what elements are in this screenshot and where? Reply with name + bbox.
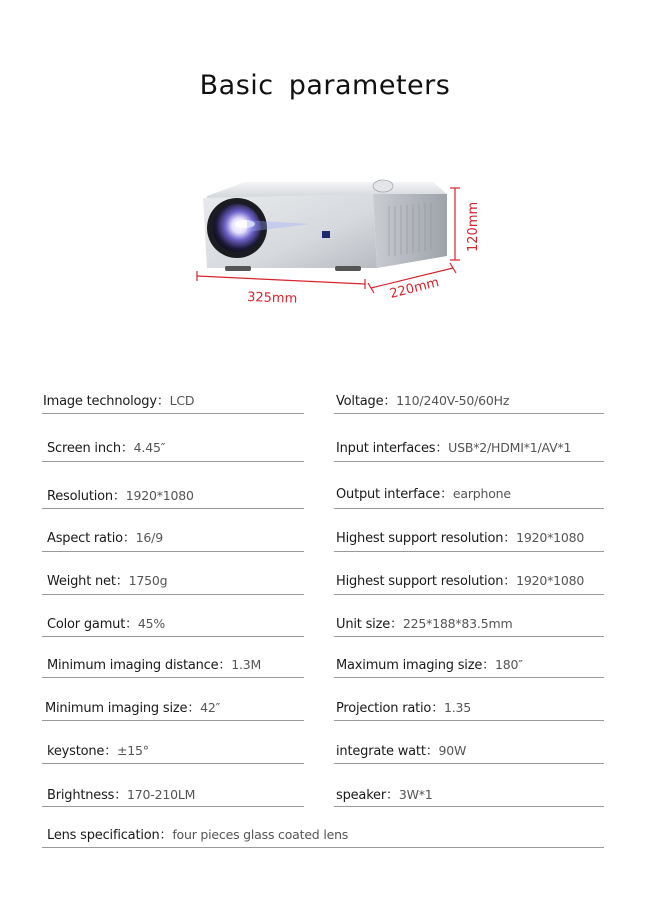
spec-speaker: speaker：3W*1 bbox=[336, 787, 433, 803]
divider bbox=[334, 763, 604, 764]
spec-min-imaging-size: Minimum imaging size：42″ bbox=[45, 700, 221, 716]
spec-weight-net: Weight net：1750g bbox=[47, 573, 168, 589]
divider bbox=[42, 720, 304, 721]
spec-keystone: keystone：±15° bbox=[47, 743, 149, 759]
divider bbox=[334, 636, 604, 637]
divider bbox=[334, 413, 604, 414]
spec-resolution: Resolution：1920*1080 bbox=[47, 488, 194, 504]
divider bbox=[334, 461, 604, 462]
spec-brightness: Brightness：170-210LM bbox=[47, 787, 196, 803]
spec-highest-resolution-1: Highest support resolution：1920*1080 bbox=[336, 530, 585, 546]
divider bbox=[42, 636, 304, 637]
divider bbox=[334, 594, 604, 595]
divider bbox=[42, 508, 304, 509]
height-dimension: 120mm bbox=[466, 201, 481, 252]
divider bbox=[334, 806, 604, 807]
divider bbox=[42, 551, 304, 552]
divider bbox=[42, 763, 304, 764]
divider bbox=[334, 720, 604, 721]
spec-color-gamut: Color gamut：45% bbox=[47, 616, 166, 632]
spec-image-technology: Image technology：LCD bbox=[43, 393, 195, 409]
divider bbox=[334, 551, 604, 552]
divider bbox=[42, 594, 304, 595]
divider bbox=[42, 847, 604, 848]
divider bbox=[42, 413, 304, 414]
divider bbox=[334, 677, 604, 678]
spec-lens-specification: Lens specification：four pieces glass coated lens bbox=[47, 827, 349, 843]
spec-projection-ratio: Projection ratio：1.35 bbox=[336, 700, 472, 716]
spec-voltage: Voltage：110/240V-50/60Hz bbox=[336, 393, 510, 409]
page-title: Basic parameters bbox=[199, 70, 451, 101]
divider bbox=[334, 508, 604, 509]
spec-screen-inch: Screen inch：4.45″ bbox=[47, 440, 166, 456]
spec-integrate-watt: integrate watt：90W bbox=[336, 743, 467, 759]
divider bbox=[42, 677, 304, 678]
spec-min-imaging-distance: Minimum imaging distance：1.3M bbox=[47, 657, 262, 673]
divider bbox=[42, 461, 304, 462]
depth-dimension: 220mm bbox=[388, 275, 441, 302]
spec-max-imaging-size: Maximum imaging size：180″ bbox=[336, 657, 523, 673]
divider bbox=[42, 806, 304, 807]
width-dimension: 325mm bbox=[246, 290, 298, 307]
spec-aspect-ratio: Aspect ratio：16/9 bbox=[47, 530, 163, 546]
spec-highest-resolution-2: Highest support resolution：1920*1080 bbox=[336, 573, 585, 589]
spec-unit-size: Unit size：225*188*83.5mm bbox=[336, 616, 513, 632]
spec-input-interfaces: Input interfaces：USB*2/HDMI*1/AV*1 bbox=[336, 440, 572, 456]
spec-output-interface: Output interface：earphone bbox=[336, 486, 511, 502]
